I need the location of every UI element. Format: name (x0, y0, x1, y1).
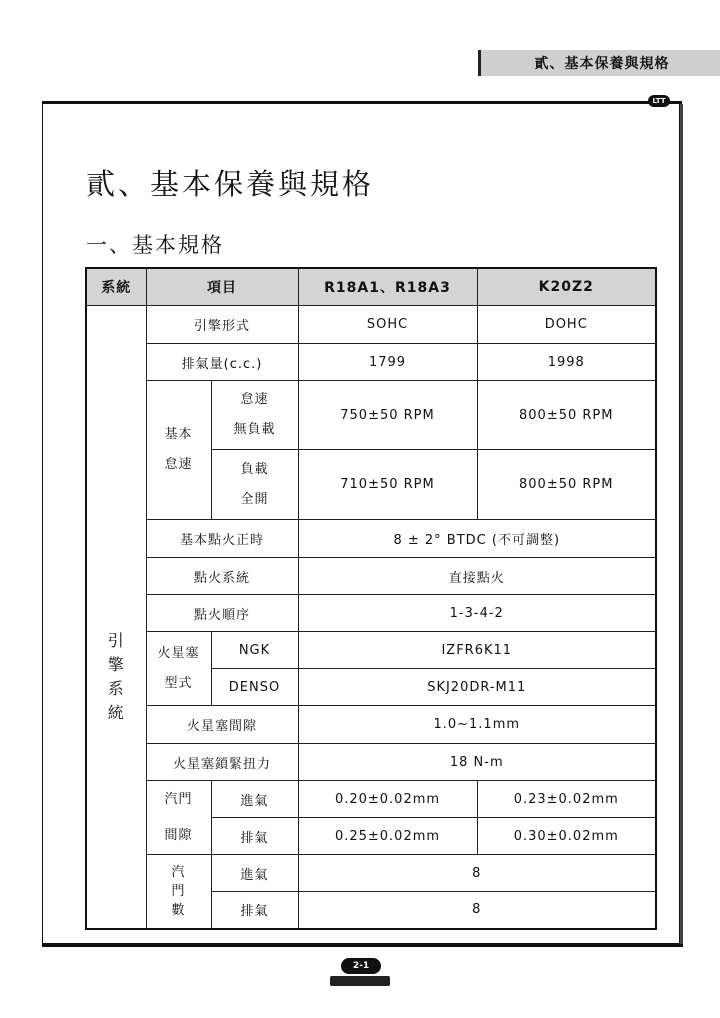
table-row (86, 744, 656, 781)
header-model-k20: K20Z2 (477, 268, 656, 306)
page-number: 2-1 (352, 961, 370, 971)
table-row (86, 595, 656, 632)
row-label: 點火順序 (146, 595, 298, 632)
chapter-header-tab (478, 50, 720, 76)
page-number-badge (341, 958, 381, 974)
valve-clearance-line2: 間隙 (164, 827, 193, 843)
cell-value: 18 N-m (298, 744, 656, 781)
row-label: 排氣 (211, 818, 298, 855)
full-load-line2: 全開 (240, 491, 269, 507)
cell-value: 710±50 RPM (298, 450, 477, 520)
row-label: 進氣 (211, 855, 298, 892)
idle-label-line1: 基本 (164, 427, 193, 442)
valve-clearance-line1: 汽門 (164, 791, 193, 807)
spec-table (85, 267, 657, 930)
cell-value: SOHC (298, 306, 477, 344)
cell-value: SKJ20DR-M11 (298, 669, 656, 706)
frame-shadow (680, 104, 683, 946)
brand-logo-text: LTT (652, 97, 666, 105)
cell-value: DOHC (477, 306, 656, 344)
row-label: NGK (211, 632, 298, 669)
cell-value: 0.23±0.02mm (477, 781, 656, 818)
cell-value: 1998 (477, 344, 656, 381)
table-row (86, 632, 656, 669)
row-label: 引擎形式 (146, 306, 298, 344)
row-label: DENSO (211, 669, 298, 706)
table-row (86, 558, 656, 595)
row-label: 火星塞鎖緊扭力 (146, 744, 298, 781)
table-header-row (86, 268, 656, 306)
table-row (86, 781, 656, 818)
cell-value: 800±50 RPM (477, 381, 656, 450)
cell-value: 1-3-4-2 (298, 595, 656, 632)
cell-value: 0.20±0.02mm (298, 781, 477, 818)
idle-full-load-label (211, 450, 298, 520)
section-title: 一、基本規格 (86, 233, 224, 257)
system-group-cell (86, 306, 146, 929)
cell-value: 750±50 RPM (298, 381, 477, 450)
cell-value: 0.30±0.02mm (477, 818, 656, 855)
no-load-line1: 怠速 (240, 392, 269, 407)
no-load-line2: 無負載 (233, 422, 276, 437)
valve-count-label: 汽門數 (171, 864, 186, 918)
spark-plug-line2: 型式 (164, 675, 193, 691)
table-row (86, 855, 656, 892)
full-load-line1: 負載 (240, 461, 269, 477)
table-row (86, 306, 656, 344)
row-label: 排氣 (211, 892, 298, 929)
cell-value: 8 (298, 855, 656, 892)
valve-clearance-group-label (146, 781, 211, 855)
header-model-r18: R18A1、R18A3 (298, 268, 477, 306)
row-label: 排氣量(c.c.) (146, 344, 298, 381)
cell-value: 0.25±0.02mm (298, 818, 477, 855)
cell-value: 1799 (298, 344, 477, 381)
idle-group-label (146, 381, 211, 520)
bottom-rule (42, 944, 683, 947)
valve-count-group-label (146, 855, 211, 929)
idle-no-load-label (211, 381, 298, 450)
cell-value: 800±50 RPM (477, 450, 656, 520)
cell-value: 直接點火 (298, 558, 656, 595)
cell-value: 8 (298, 892, 656, 929)
cell-value: 1.0~1.1mm (298, 706, 656, 744)
cell-value: 8 ± 2° BTDC (不可調整) (298, 520, 656, 558)
row-label: 點火系統 (146, 558, 298, 595)
table-row (86, 706, 656, 744)
system-group-label: 引擎系統 (107, 630, 125, 722)
cell-value: IZFR6K11 (298, 632, 656, 669)
spark-plug-line1: 火星塞 (157, 645, 200, 661)
table-row (86, 381, 656, 450)
page-title: 貳、基本保養與規格 (86, 167, 375, 201)
chapter-header-title: 貳、基本保養與規格 (534, 56, 670, 72)
header-item: 項目 (146, 268, 298, 306)
idle-label-line2: 怠速 (164, 457, 193, 472)
table-row (86, 344, 656, 381)
footer-logo-icon (330, 976, 390, 986)
header-system: 系統 (86, 268, 146, 306)
row-label: 基本點火正時 (146, 520, 298, 558)
row-label: 進氣 (211, 781, 298, 818)
table-row (86, 520, 656, 558)
row-label: 火星塞間隙 (146, 706, 298, 744)
spark-plug-group-label (146, 632, 211, 706)
